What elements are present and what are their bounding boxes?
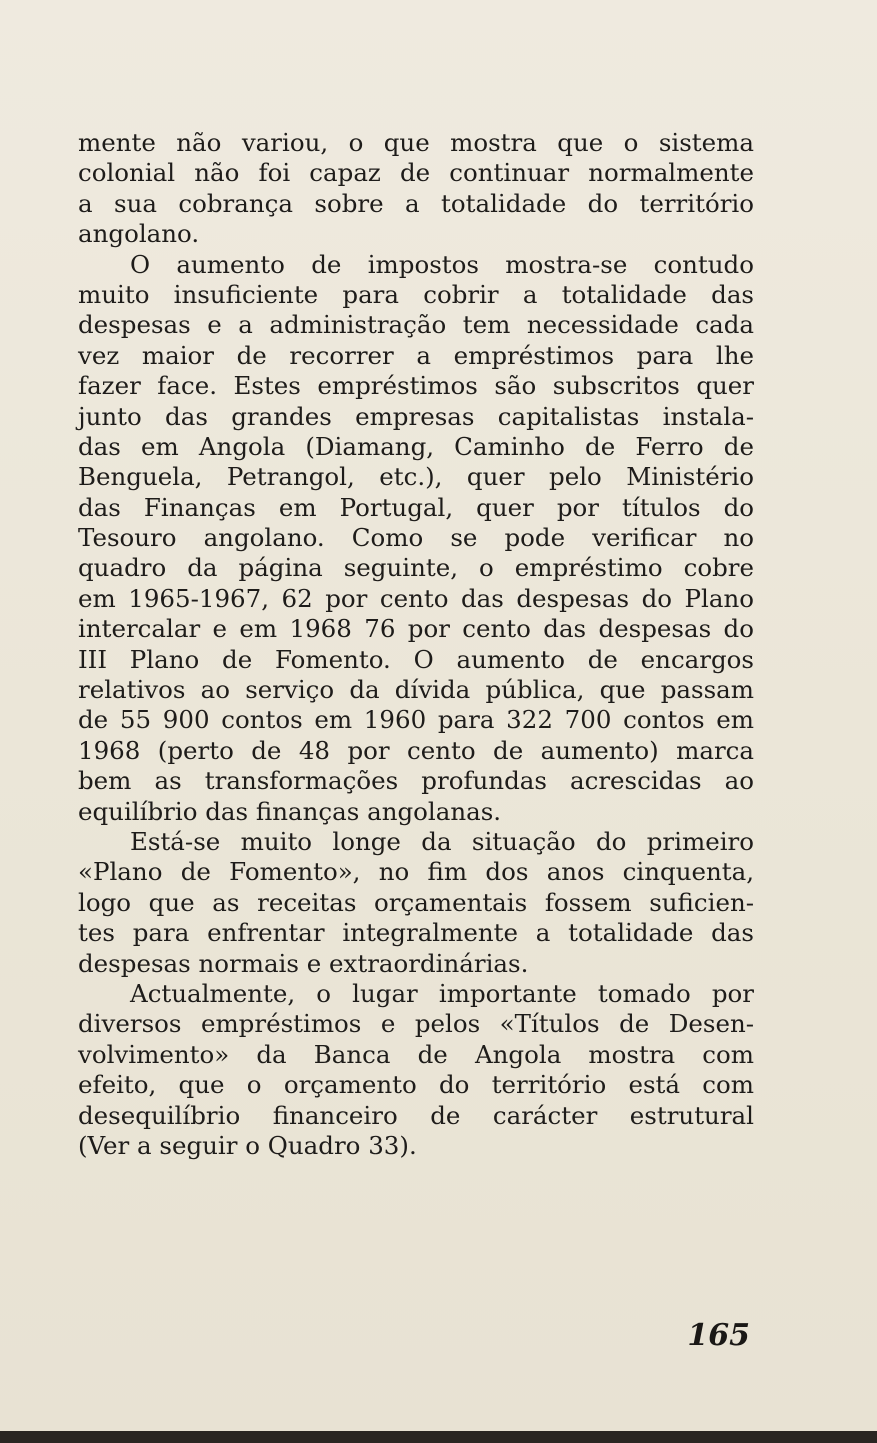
text-line: 1968 (perto de 48 por cento de aumento) marca <box>78 735 754 765</box>
text-line: despesas normais e extraordinárias. <box>78 948 529 978</box>
text-line: III Plano de Fomento. O aumento de encargos <box>78 644 754 674</box>
text-line: «Plano de Fomento», no fim dos anos cinquenta, <box>78 857 754 887</box>
text-line: diversos empréstimos e pelos «Títulos de Desen- <box>78 1009 754 1039</box>
page-number: 165 <box>687 1318 750 1353</box>
text-line: (Ver a seguir o Quadro 33). <box>78 1130 417 1160</box>
text-line: junto das grandes empresas capitalistas instala- <box>78 401 754 431</box>
text-line: das em Angola (Diamang, Caminho de Ferro de <box>78 431 754 461</box>
text-line: em 1965-1967, 62 por cento das despesas do Plano <box>78 583 754 613</box>
text-line: O aumento de impostos mostra-se contudo <box>130 249 754 279</box>
text-line: volvimento» da Banca de Angola mostra com <box>78 1039 754 1069</box>
text-line: Actualmente, o lugar importante tomado por <box>130 978 754 1008</box>
text-line: de 55 900 contos em 1960 para 322 700 contos em <box>78 705 754 735</box>
text-line: Está-se muito longe da situação do primeiro <box>130 826 754 856</box>
text-line: vez maior de recorrer a empréstimos para lhe <box>78 340 754 370</box>
page-bottom-edge <box>0 1431 877 1443</box>
text-line: equilíbrio das finanças angolanas. <box>78 796 502 826</box>
text-line: despesas e a administração tem necessidade cada <box>78 310 754 340</box>
text-line: relativos ao serviço da dívida pública, que passam <box>78 675 754 705</box>
text-line: logo que as receitas orçamentais fossem suficien- <box>78 887 754 917</box>
text-line: colonial não foi capaz de continuar normalmente <box>78 158 754 188</box>
text-line: tes para enfrentar integralmente a totalidade das <box>78 918 754 948</box>
text-line: quadro da página seguinte, o empréstimo cobre <box>78 553 754 583</box>
text-line: bem as transformações profundas acrescidas ao <box>78 766 754 796</box>
text-line: Benguela, Petrangol, etc.), quer pelo Ministério <box>78 462 754 492</box>
text-line: das Finanças em Portugal, quer por títulos do <box>78 492 754 522</box>
text-line: mente não variou, o que mostra que o sistema <box>78 128 754 157</box>
text-line: desequilíbrio financeiro de carácter estrutural <box>78 1100 754 1130</box>
text-line: Tesouro angolano. Como se pode verificar no <box>78 523 754 553</box>
text-line: intercalar e em 1968 76 por cento das despesas do <box>78 614 754 644</box>
text-line: a sua cobrança sobre a totalidade do território <box>78 188 754 218</box>
body-text <box>78 128 754 1161</box>
text-line: muito insuficiente para cobrir a totalidade das <box>78 279 754 309</box>
text-line: efeito, que o orçamento do território está com <box>78 1070 754 1100</box>
text-line: fazer face. Estes empréstimos são subscritos quer <box>78 371 754 401</box>
text-line: angolano. <box>78 219 200 249</box>
